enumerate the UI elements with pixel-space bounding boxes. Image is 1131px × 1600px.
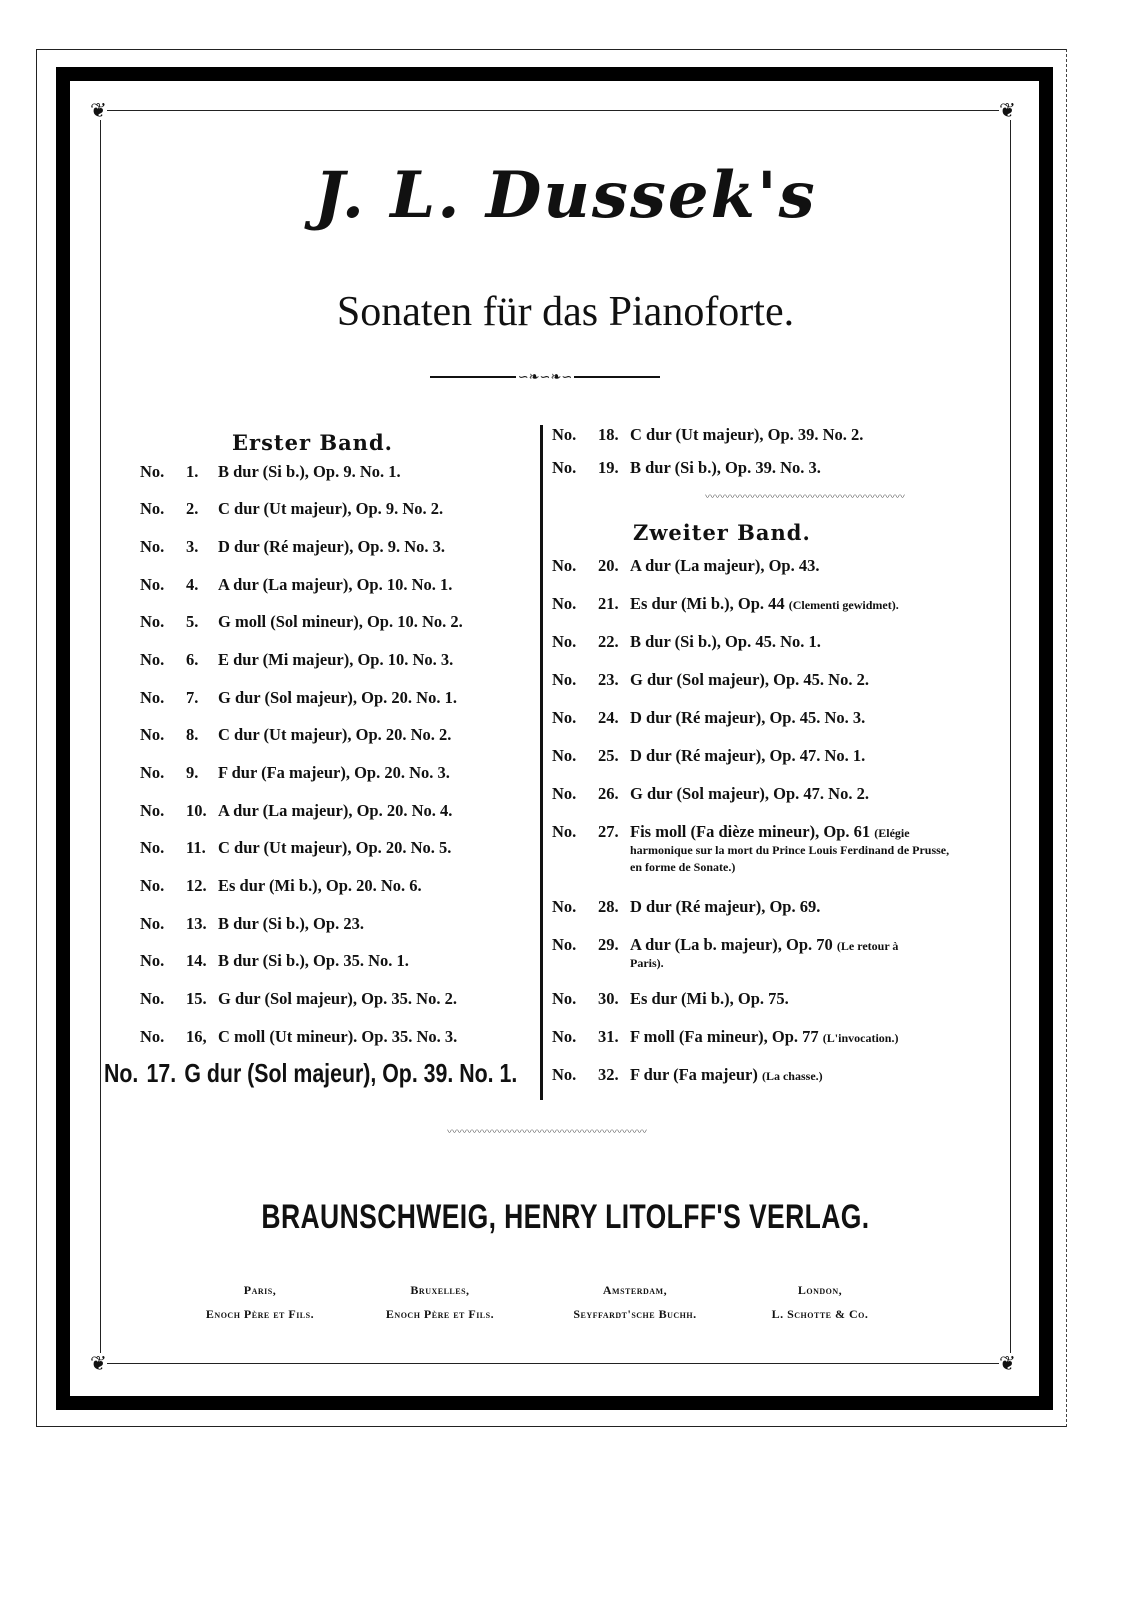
entry-key-opus: B dur (Si b.), Op. 35. No. 1. [218, 951, 409, 970]
location-city: Amsterdam, [602, 1283, 668, 1297]
wavy-rule-divider: 〰〰〰〰〰〰〰〰〰〰〰〰〰〰〰〰〰〰〰〰 [447, 1127, 647, 1138]
sonata-entry [140, 1027, 457, 1047]
sonata-entry [552, 556, 819, 576]
entry-key-opus: A dur (La majeur), Op. 20. No. 4. [218, 801, 453, 820]
entry-number: 20. [598, 556, 619, 575]
entry-number: 30. [598, 989, 619, 1008]
sonata-entry [140, 801, 452, 821]
sonata-entry [552, 746, 865, 766]
entry-number: 5. [186, 612, 199, 631]
entry-no-label: No. [140, 688, 165, 707]
entry-number: 17. [146, 1058, 177, 1088]
entry-key-opus: G dur (Sol majeur), Op. 45. No. 2. [630, 670, 869, 689]
entry-key-opus: G dur (Sol majeur), Op. 20. No. 1. [218, 688, 457, 707]
sonata-entry [140, 537, 445, 557]
entry-no-label: No. [552, 1027, 577, 1046]
entry-no-label: No. [140, 575, 165, 594]
entry-key-opus: A dur (La b. majeur), Op. 70 [630, 935, 833, 954]
entry-number: 11. [186, 838, 206, 857]
sonata-entry-highlighted [104, 1058, 517, 1089]
entry-number: 25. [598, 746, 619, 765]
entry-no-label: No. [140, 499, 165, 518]
location-firm: Enoch Père et Fils. [205, 1307, 315, 1321]
entry-number: 10. [186, 801, 207, 820]
entry-key-opus: B dur (Si b.), Op. 9. No. 1. [218, 462, 401, 481]
entry-key-opus: C dur (Ut majeur), Op. 20. No. 5. [218, 838, 452, 857]
entry-no-label: No. [552, 670, 577, 689]
ornament-rule [574, 376, 660, 378]
entry-key-opus: G dur (Sol majeur), Op. 39. No. 1. [184, 1058, 518, 1088]
entry-number: 26. [598, 784, 619, 803]
corner-ornament-icon: ❦ [999, 98, 1016, 122]
entry-note: (Elégie [874, 826, 910, 840]
location-city: Paris, [243, 1283, 277, 1297]
entry-key-opus: Es dur (Mi b.), Op. 75. [630, 989, 789, 1008]
sonata-entry [552, 708, 865, 728]
entry-no-label: No. [140, 763, 165, 782]
entry-no-label: No. [552, 784, 577, 803]
entry-no-label: No. [140, 989, 165, 1008]
entry-key-opus: D dur (Ré majeur), Op. 69. [630, 897, 821, 916]
entry-number: 19. [598, 458, 619, 477]
entry-note-continuation: Paris). [630, 956, 664, 970]
entry-key-opus: F moll (Fa mineur), Op. 77 [630, 1027, 819, 1046]
volume-heading-1: Erster Band. [232, 430, 393, 455]
entry-key-opus: Es dur (Mi b.), Op. 44 [630, 594, 785, 613]
entry-key-opus: E dur (Mi majeur), Op. 10. No. 3. [218, 650, 454, 669]
sonata-entry [140, 951, 409, 971]
entry-no-label: No. [140, 612, 165, 631]
flourish-icon: ∽❧∽❧∽ [517, 369, 573, 385]
entry-number: 6. [186, 650, 199, 669]
entry-no-label: No. [140, 951, 165, 970]
entry-no-label: No. [552, 708, 577, 727]
entry-number: 24. [598, 708, 619, 727]
sonata-entry [140, 914, 364, 934]
entry-no-label: No. [552, 935, 577, 954]
entry-note: (Le retour à [836, 939, 899, 953]
entry-no-label: No. [552, 594, 577, 613]
entry-number: 32. [598, 1065, 619, 1084]
entry-no-label: No. [552, 1065, 577, 1084]
entry-no-label: No. [552, 897, 577, 916]
entry-no-label: No. [140, 914, 165, 933]
entry-no-label: No. [552, 458, 577, 477]
entry-no-label: No. [140, 838, 165, 857]
entry-number: 27. [598, 822, 619, 841]
entry-note: (L'invocation.) [822, 1031, 899, 1045]
corner-ornament-icon: ❦ [90, 1351, 107, 1375]
location-firm: L. Schotte & Co. [771, 1307, 869, 1321]
entry-no-label: No. [140, 1027, 165, 1046]
entry-key-opus: C dur (Ut majeur), Op. 20. No. 2. [218, 725, 452, 744]
entry-number: 22. [598, 632, 619, 651]
entry-no-label: No. [140, 537, 165, 556]
corner-ornament-icon: ❦ [90, 98, 107, 122]
sonata-entry [552, 425, 863, 445]
entry-no-label: No. [140, 462, 165, 481]
entry-key-opus: G dur (Sol majeur), Op. 35. No. 2. [218, 989, 457, 1008]
volume-heading-2: Zweiter Band. [633, 520, 811, 545]
entry-no-label: No. [140, 725, 165, 744]
entry-no-label: No. [552, 632, 577, 651]
sonata-entry [140, 499, 443, 519]
entry-key-opus: B dur (Si b.), Op. 45. No. 1. [630, 632, 821, 651]
entry-no-label: No. [140, 801, 165, 820]
sonata-entry [140, 725, 451, 745]
page-subtitle: Sonaten für das Pianoforte. [336, 289, 795, 335]
wavy-rule-divider: 〰〰〰〰〰〰〰〰〰〰〰〰〰〰〰〰〰〰〰〰 [705, 492, 905, 503]
entry-number: 7. [186, 688, 199, 707]
sonata-entry [552, 1027, 898, 1047]
location-city: London, [797, 1283, 843, 1297]
entry-key-opus: C moll (Ut mineur). Op. 35. No. 3. [218, 1027, 458, 1046]
entry-number: 31. [598, 1027, 619, 1046]
entry-key-opus: C dur (Ut majeur), Op. 39. No. 2. [630, 425, 864, 444]
entry-number: 2. [186, 499, 199, 518]
column-divider [540, 425, 543, 1100]
entry-key-opus: B dur (Si b.), Op. 23. [218, 914, 364, 933]
sonata-entry [140, 763, 450, 783]
ornament-rule [430, 376, 516, 378]
entry-number: 14. [186, 951, 207, 970]
entry-key-opus: D dur (Ré majeur), Op. 47. No. 1. [630, 746, 866, 765]
entry-no-label: No. [140, 876, 165, 895]
entry-key-opus: F dur (Fa majeur) [630, 1065, 758, 1084]
title-ornament [430, 370, 660, 384]
entry-number: 15. [186, 989, 207, 1008]
entry-note: (La chasse.) [761, 1069, 823, 1083]
entry-number: 13. [186, 914, 207, 933]
location-city: Bruxelles, [410, 1283, 470, 1297]
sonata-entry [552, 632, 821, 652]
corner-ornament-icon: ❦ [999, 1351, 1016, 1375]
sonata-entry [552, 897, 820, 917]
entry-note: (Clementi gewidmet). [788, 598, 899, 612]
sonata-entry [552, 822, 952, 876]
entry-no-label: No. [552, 822, 577, 841]
entry-number: 4. [186, 575, 199, 594]
sonata-entry [140, 462, 401, 482]
sonata-entry [552, 989, 789, 1009]
entry-number: 12. [186, 876, 207, 895]
sonata-entry [552, 1065, 823, 1085]
entry-no-label: No. [552, 425, 577, 444]
entry-no-label: No. [140, 650, 165, 669]
entry-key-opus: Fis moll (Fa dièze mineur), Op. 61 [630, 822, 871, 841]
entry-key-opus: D dur (Ré majeur), Op. 45. No. 3. [630, 708, 866, 727]
entry-number: 1. [186, 462, 199, 481]
entry-key-opus: C dur (Ut majeur), Op. 9. No. 2. [218, 499, 444, 518]
entry-key-opus: F dur (Fa majeur), Op. 20. No. 3. [218, 763, 450, 782]
entry-number: 16, [186, 1027, 207, 1046]
sonata-entry [552, 594, 899, 614]
entry-number: 28. [598, 897, 619, 916]
entry-number: 3. [186, 537, 199, 556]
entry-key-opus: D dur (Ré majeur), Op. 9. No. 3. [218, 537, 446, 556]
location-firm: Seyffardt'sche Buchh. [573, 1307, 697, 1321]
entry-key-opus: A dur (La majeur), Op. 10. No. 1. [218, 575, 453, 594]
sonata-entry [140, 989, 457, 1009]
entry-no-label: No. [552, 746, 577, 765]
entry-number: 8. [186, 725, 199, 744]
sonata-entry [140, 650, 453, 670]
page-title: J. L. Dussek's [314, 158, 817, 233]
entry-key-opus: G moll (Sol mineur), Op. 10. No. 2. [218, 612, 463, 631]
entry-number: 18. [598, 425, 619, 444]
entry-key-opus: G dur (Sol majeur), Op. 47. No. 2. [630, 784, 869, 803]
sonata-entry [140, 575, 452, 595]
publisher-name: BRAUNSCHWEIG, HENRY LITOLFF'S VERLAG. [261, 1198, 870, 1236]
entry-key-opus: Es dur (Mi b.), Op. 20. No. 6. [218, 876, 422, 895]
entry-number: 9. [186, 763, 199, 782]
sonata-entry [552, 458, 821, 478]
entry-number: 21. [598, 594, 619, 613]
sonata-entry [140, 876, 422, 896]
sonata-entry [552, 935, 952, 972]
entry-no-label: No. [104, 1058, 139, 1088]
entry-no-label: No. [552, 556, 577, 575]
entry-note-continuation: harmonique sur la mort du Prince Louis Ferdinand de Prusse, en forme de Sonate.) [630, 843, 950, 874]
entry-number: 29. [598, 935, 619, 954]
location-firm: Enoch Père et Fils. [385, 1307, 495, 1321]
sonata-entry [140, 612, 463, 632]
entry-number: 23. [598, 670, 619, 689]
entry-key-opus: A dur (La majeur), Op. 43. [630, 556, 820, 575]
entry-key-opus: B dur (Si b.), Op. 39. No. 3. [630, 458, 821, 477]
sonata-entry [552, 670, 869, 690]
sonata-entry [140, 838, 451, 858]
entry-no-label: No. [552, 989, 577, 1008]
sonata-entry [552, 784, 869, 804]
sonata-entry [140, 688, 457, 708]
